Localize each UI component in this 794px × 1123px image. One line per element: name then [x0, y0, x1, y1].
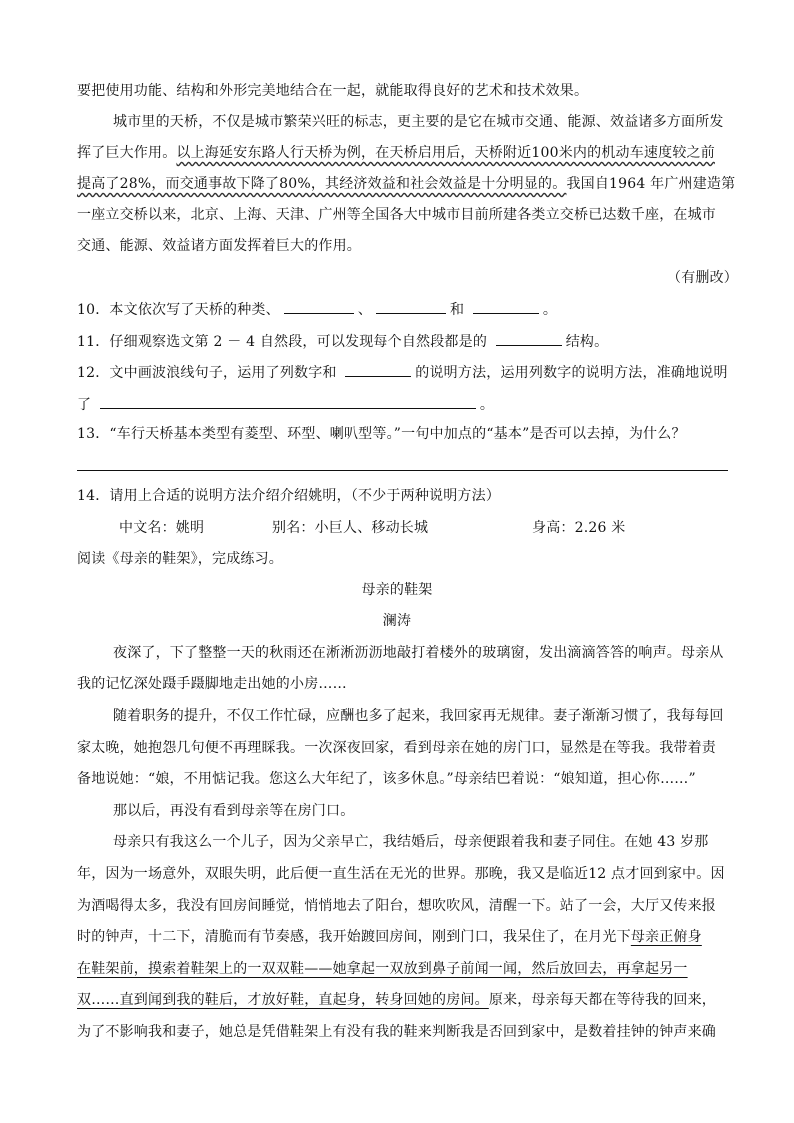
- question-text: 了: [77, 397, 96, 413]
- story-title: 母亲的鞋架: [361, 582, 433, 598]
- passage-line: 城市里的天桥，不仅是城市繁荣兴旺的标志，更主要的是它在城市交通、能源、效益诸多方面所发: [113, 114, 724, 130]
- story-line: 为酒喝得太多，我没有回房间睡觉，悄悄地去了阳台，想吹吹风，清醒一下。站了一会，大厅又传来报: [77, 898, 716, 914]
- reading-intro: 阅读《母亲的鞋架》，完成练习。: [77, 551, 283, 567]
- answer-blank[interactable]: [284, 298, 354, 314]
- answer-blank[interactable]: [100, 393, 476, 409]
- wavy-underlined-sentence: 提高了28%，而交通事故下降了80%，其经济效益和社会效益是十分明显的。: [77, 176, 567, 192]
- passage-text: 我国自1964 年广州建造第: [566, 176, 736, 192]
- answer-blank[interactable]: [473, 298, 539, 314]
- story-line: [77, 959, 688, 979]
- question-11: [77, 330, 608, 352]
- underlined-sentence: 母亲正俯身: [630, 929, 702, 945]
- question-text: 和: [450, 302, 469, 318]
- info-height: 身高：2.26 米: [532, 520, 626, 536]
- story-line: 我的记忆深处蹑手蹑脚地走出她的小房……: [77, 676, 347, 692]
- answer-blank[interactable]: [376, 298, 446, 314]
- source-note: （有删改）: [667, 270, 738, 286]
- info-name: 中文名：姚明: [119, 520, 205, 536]
- story-line: 家太晚，她抱怨几句便不再理睬我。一次深夜回家，看到母亲在她的房门口，显然是在等我。我带着责: [77, 740, 716, 756]
- question-text: 、: [357, 302, 373, 318]
- answer-blank[interactable]: [345, 361, 411, 377]
- question-text: 。: [542, 302, 558, 318]
- story-line: 那以后，再没有看到母亲等在房门口。: [113, 803, 355, 819]
- story-line: [77, 927, 702, 947]
- story-author: 澜涛: [382, 613, 412, 629]
- passage-line: [77, 143, 715, 163]
- story-line: [77, 990, 716, 1010]
- passage-line: 一座立交桥以来，北京、上海、天津、广州等全国各大中城市目前所建各类立交桥已达数千座，在城市: [77, 207, 716, 223]
- story-line: 备地说她：“娘，不用惦记我。您这么大年纪了，该多休息。”母亲结巴着说：“娘知道，担心你……”: [77, 771, 696, 787]
- story-text: 时的钟声，十二下，清脆而有节奏感，我开始踱回房间，刚到门口，我呆住了，在月光下: [77, 929, 631, 945]
- passage-line: 要把使用功能、结构和外形完美地结合在一起，就能取得良好的艺术和技术效果。: [77, 83, 589, 99]
- answer-blank[interactable]: [496, 330, 562, 346]
- underlined-sentence: 在鞋架前，摸索着鞋架上的一双双鞋——她拿起一双放到鼻子前闻一闻，然后放回去，再拿起另一: [77, 961, 688, 977]
- question-text: 10．本文依次写了天桥的种类、: [77, 302, 280, 318]
- passage-text: 挥了巨大作用。: [77, 145, 177, 161]
- question-text: 12．文中画波浪线句子，运用了列数字和: [77, 365, 342, 381]
- story-text: 原来，母亲每天都在等待我的回来，: [488, 992, 717, 1008]
- story-line: 母亲只有我这么一个儿子，因为父亲早亡，我结婚后，母亲便跟着我和妻子同住。在她 43 岁那: [113, 834, 709, 850]
- story-line: 年，因为一场意外，双眼失明，此后便一直生活在无光的世界。那晚，我又是临近12 点才回到家中。因: [77, 866, 725, 882]
- question-12: [77, 361, 728, 383]
- question-text: 。: [479, 397, 495, 413]
- question-12-continued: [77, 393, 494, 415]
- story-line: 夜深了，下了整整一天的秋雨还在淅淅沥沥地敲打着楼外的玻璃窗，发出滴滴答答的响声。母亲从: [113, 645, 724, 661]
- info-alias: 别名：小巨人、移动长城: [272, 520, 429, 536]
- question-text: 结构。: [565, 334, 609, 350]
- question-10: [77, 298, 557, 320]
- question-13: 13．“车行天桥基本类型有菱型、环型、喇叭型等。”一句中加点的“基本”是否可以去掉，为什么？: [77, 426, 686, 442]
- question-14: 14．请用上合适的说明方法介绍介绍姚明，（不少于两种说明方法）: [77, 488, 501, 504]
- question-text: 11．仔细观察选文第 2 － 4 自然段，可以发现每个自然段都是的: [77, 334, 492, 350]
- story-line: 为了不影响我和妻子，她总是凭借鞋架上有没有我的鞋来判断我是否回到家中，是数着挂钟的钟声来确: [77, 1024, 716, 1040]
- underlined-sentence: 双……直到闻到我的鞋后，才放好鞋，直起身，转身回她的房间。: [77, 992, 489, 1008]
- passage-line: 交通、能源、效益诸方面发挥着巨大的作用。: [77, 238, 361, 254]
- question-text: 的说明方法，运用列数字的说明方法，准确地说明: [415, 365, 728, 381]
- wavy-underlined-sentence: 以上海延安东路人行天桥为例，在天桥启用后，天桥附近100米内的机动车速度较之前: [176, 145, 715, 161]
- story-line: 随着职务的提升，不仅工作忙碌，应酬也多了起来，我回家再无规律。妻子渐渐习惯了，我每每回: [113, 708, 724, 724]
- answer-line[interactable]: [77, 470, 728, 471]
- passage-line: [77, 174, 735, 194]
